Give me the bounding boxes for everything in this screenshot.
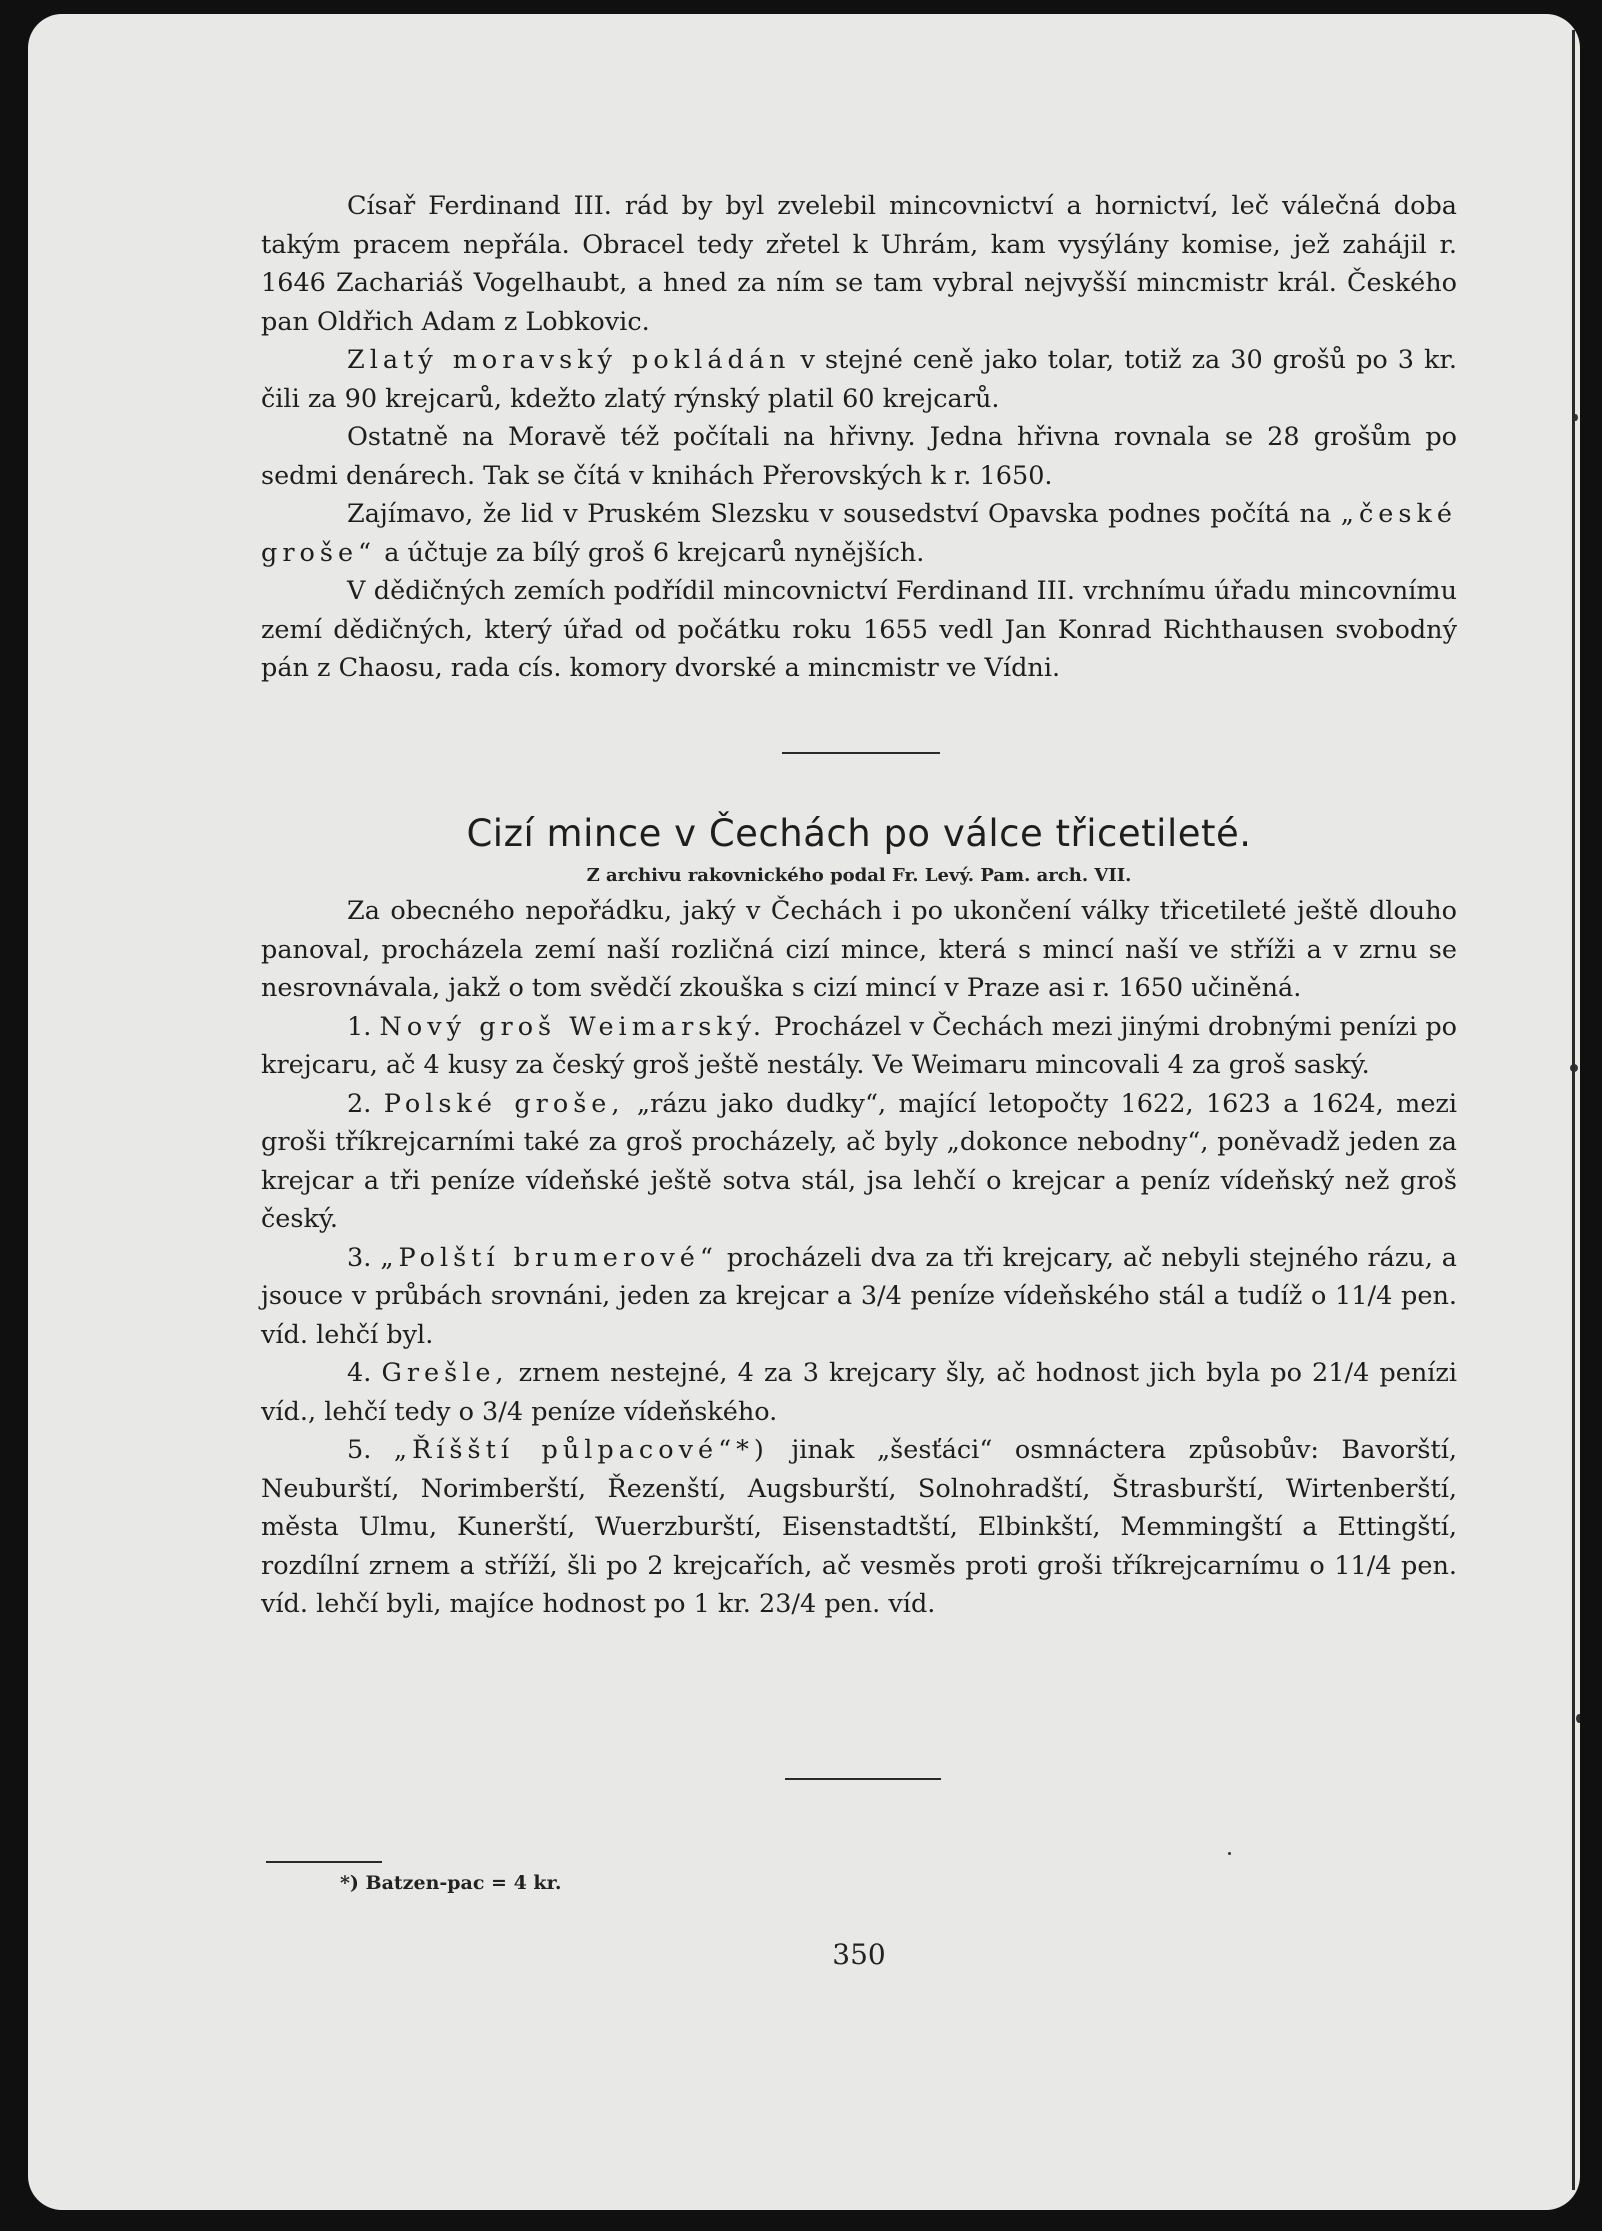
scan-speck	[1576, 1714, 1580, 1723]
item-number: 1.	[347, 1011, 372, 1042]
item-term: „Říšští půlpacové“*)	[393, 1435, 769, 1465]
item-text: penízi víd., lehčí tedy o	[261, 1358, 1457, 1427]
item-number: 2.	[347, 1088, 372, 1119]
item-number: 3.	[347, 1242, 372, 1273]
paragraph-text: Zajímavo, že lid v Pruském Slezsku v sousedství Opavska podnes počítá na	[347, 499, 1332, 529]
item-text: procházeli dva za tři krejcary, ač nebyli stejného rázu, a jsouce v průbách srovnáni, jeden za krejcar a	[261, 1242, 1457, 1311]
item-text: jinak „šesťáci“ osmnáctera způsobův: Bavorští, Neuburští, Norimberští, Řezenští, Augsburští, Solnohradští, Štrasburští, Wirtenberští, města Ulmu, Kunerští, Wuerzburští, Eisenstadtští, Elbinkští, Memmingští a Ettingští, rozdílní zrnem a stříží, šli po 2 krejcařích, ač vesměs proti groši tříkrejcarnímu o 1	[261, 1435, 1458, 1581]
footnote: *) Batzen-pac = 4 kr.	[340, 1872, 562, 1894]
footnote-rule	[266, 1861, 382, 1863]
item-text: peníze vídeňského stál a tudíž o 1	[901, 1281, 1352, 1311]
document-page	[28, 14, 1580, 2210]
list-item	[261, 1431, 1457, 1624]
page-edge	[1572, 30, 1575, 2190]
item-term: „Polští brumerové“	[380, 1242, 718, 1273]
list-item	[261, 1239, 1457, 1355]
item-text: „rázu jako dudky“, mající letopočty 1622, 1623 a 1624, mezi groši tříkrejcarními také za groš procházely, ač byly „dokonce nebodny“, poněvadž jeden za krejcar a tři peníze vídeňské ještě sotva stál, jsa lehčí o krejcar a peníz vídeňský než groš český.	[261, 1088, 1458, 1234]
fraction: 3/4	[860, 1281, 902, 1311]
paragraph: Císař Ferdinand III. rád by byl zvelebil mincovnictví a hornictví, leč válečná doba takým pracem nepřála. Obracel tedy zřetel k Uhrám, kam vysýlány komise, jež zahájil r. 1646 Zachariáš Vogelhaubt, a hned za ním se tam vybral nejvyšší mincmistr král. Českého pan Oldřich Adam z Lobkovic.	[261, 191, 1457, 337]
section-divider	[785, 1778, 941, 1780]
fraction: 1/4	[1350, 1550, 1392, 1581]
paragraph	[261, 495, 1457, 572]
scan-speck	[1228, 1852, 1231, 1855]
paragraph-text: a účtuje za bílý groš 6 krejcarů nynějších.	[384, 537, 925, 568]
fraction: 1/4	[1351, 1281, 1393, 1311]
item-number: 4.	[347, 1358, 372, 1388]
item-text: zrnem nestejné, 4 za 3 krejcary šly, ač hodnost jich byla po 2	[518, 1358, 1329, 1388]
fraction: 1/4	[1328, 1358, 1370, 1388]
section-1-text	[261, 187, 1457, 688]
paragraph	[261, 341, 1457, 418]
section-title: Cizí mince v Čechách po válce třicetileté.	[466, 812, 1252, 855]
item-term: Grešle,	[381, 1358, 509, 1388]
item-text: Procházel v Čechách mezi jinými drobnými penízi po krejcaru, ač 4 kusy za český groš ještě nestály. Ve Weimaru mincovali 4 za groš saský.	[261, 1011, 1457, 1080]
item-term: Nový groš Weimarský.	[379, 1011, 766, 1042]
list-item	[261, 1354, 1457, 1431]
intro-paragraph: Za obecného nepořádku, jaký v Čechách i po ukončení války třicetileté ještě dlouho panoval, procházela zemí naší rozličná cizí mince, která s mincí naší ve stříži a v zrnu se nesrovnávala, jakž o tom svědčí zkouška s cizí mincí v Praze asi r. 1650 učiněná.	[261, 896, 1457, 1003]
spaced-term: Zlatý moravský pokládán	[347, 345, 791, 375]
item-term: Polské groše,	[383, 1088, 625, 1119]
item-text: pen. víd. lehčí byli, majíce hodnost po 1 kr. 2	[261, 1550, 1457, 1619]
section-subtitle: Z archivu rakovnického podal Fr. Levý. Pam. arch. VII.	[586, 865, 1132, 886]
page-number: 350	[832, 1938, 886, 1971]
paragraph: V dědičných zemích podřídil mincovnictví Ferdinand III. vrchnímu úřadu mincovnímu zemí dědičných, který úřad od počátku roku 1655 vedl Jan Konrad Richthausen svobodný pán z Chaosu, rada cís. komory dvorské a mincmistr ve Vídni.	[261, 576, 1457, 683]
section-2-text	[261, 892, 1457, 1624]
fraction: 3/4	[775, 1589, 817, 1619]
list-item	[261, 1008, 1457, 1085]
section-divider	[782, 752, 940, 754]
item-number: 5.	[347, 1435, 372, 1465]
fraction: 3/4	[482, 1396, 524, 1427]
paragraph: Ostatně na Moravě též počítali na hřivny. Jedna hřivna rovnala se 28 grošům po sedmi denárech. Tak se čítá v knihách Přerovských k r. 1650.	[261, 422, 1457, 491]
spaced-term: „české groše“	[261, 499, 1457, 568]
item-text: pen. víd.	[816, 1589, 936, 1619]
item-text: peníze vídeňského.	[523, 1396, 778, 1427]
list-item	[261, 1085, 1457, 1239]
paragraph-text: v stejné ceně jako tolar, totiž za 30 grošů po 3 kr. čili za 90 krejcarů, kdežto zlatý rýnský platil 60 krejcarů.	[261, 345, 1457, 414]
item-text: pen. víd. lehčí byl.	[261, 1281, 1457, 1350]
